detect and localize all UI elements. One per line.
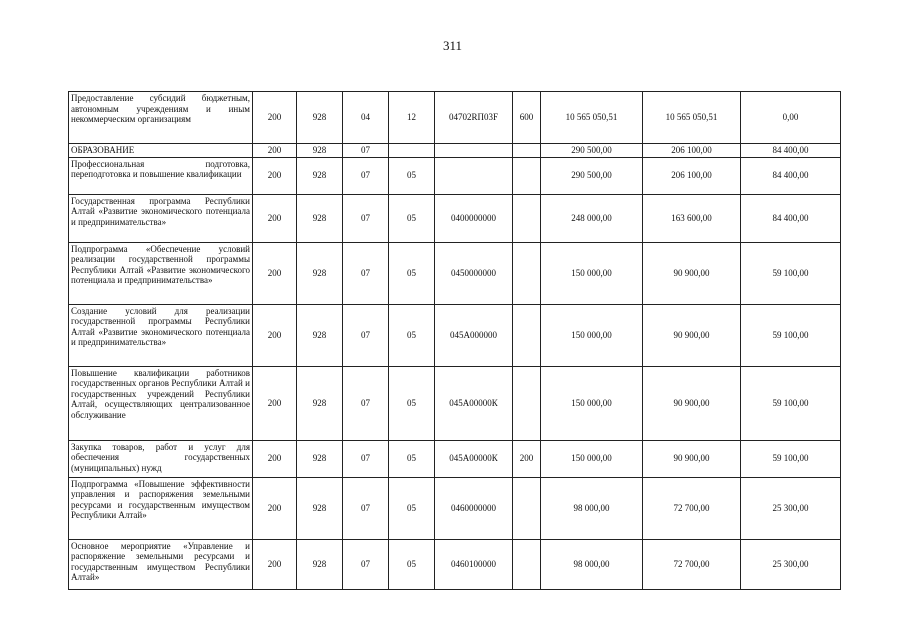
col-section: 07 <box>343 477 389 539</box>
col-target-article: 045А000000 <box>435 304 513 366</box>
col-target-article: 045А00000К <box>435 366 513 440</box>
table-row <box>69 194 841 242</box>
value-1: 290 500,00 <box>541 157 643 194</box>
col-code-1: 200 <box>253 92 297 144</box>
value-2: 206 100,00 <box>643 157 741 194</box>
col-target-article <box>435 157 513 194</box>
col-code-1: 200 <box>253 440 297 477</box>
col-code-2: 928 <box>297 440 343 477</box>
value-1: 248 000,00 <box>541 194 643 242</box>
col-code-2: 928 <box>297 157 343 194</box>
col-code-1: 200 <box>253 242 297 304</box>
value-3: 84 400,00 <box>741 144 841 158</box>
col-subsection: 05 <box>389 477 435 539</box>
value-1: 150 000,00 <box>541 304 643 366</box>
col-section: 07 <box>343 304 389 366</box>
col-section: 07 <box>343 144 389 158</box>
value-2: 163 600,00 <box>643 194 741 242</box>
col-code-1: 200 <box>253 366 297 440</box>
col-code-1: 200 <box>253 144 297 158</box>
col-target-article: 0460100000 <box>435 539 513 589</box>
col-section: 07 <box>343 440 389 477</box>
value-3: 25 300,00 <box>741 477 841 539</box>
col-code-1: 200 <box>253 194 297 242</box>
value-1: 98 000,00 <box>541 539 643 589</box>
table-row <box>69 440 841 477</box>
value-1: 150 000,00 <box>541 366 643 440</box>
col-expense-type <box>513 477 541 539</box>
page-number: 311 <box>442 38 463 53</box>
row-name: ОБРАЗОВАНИЕ <box>69 144 253 158</box>
col-section: 07 <box>343 157 389 194</box>
value-3: 25 300,00 <box>741 539 841 589</box>
value-2: 72 700,00 <box>643 539 741 589</box>
table-row <box>69 242 841 304</box>
row-name: Повышение квалификации работников государственных органов Республики Алтай и государственных учреждений Республики Алтай, осуществляющих централизованное обслуживание <box>69 366 253 440</box>
col-code-2: 928 <box>297 539 343 589</box>
value-3: 59 100,00 <box>741 242 841 304</box>
value-2: 90 900,00 <box>643 242 741 304</box>
value-1: 10 565 050,51 <box>541 92 643 144</box>
col-expense-type <box>513 194 541 242</box>
value-2: 90 900,00 <box>643 304 741 366</box>
row-name: Предоставление субсидий бюджетным, автономным учреждениям и иным некоммерческим организациям <box>69 92 253 144</box>
col-expense-type <box>513 242 541 304</box>
col-section: 07 <box>343 194 389 242</box>
col-target-article <box>435 144 513 158</box>
col-subsection: 05 <box>389 366 435 440</box>
table-row <box>69 92 841 144</box>
col-subsection: 05 <box>389 440 435 477</box>
table-row <box>69 304 841 366</box>
col-expense-type <box>513 539 541 589</box>
col-code-1: 200 <box>253 157 297 194</box>
col-expense-type: 200 <box>513 440 541 477</box>
col-section: 07 <box>343 242 389 304</box>
col-code-1: 200 <box>253 304 297 366</box>
col-code-2: 928 <box>297 366 343 440</box>
col-expense-type: 600 <box>513 92 541 144</box>
col-subsection: 05 <box>389 242 435 304</box>
value-1: 98 000,00 <box>541 477 643 539</box>
value-3: 84 400,00 <box>741 157 841 194</box>
value-2: 206 100,00 <box>643 144 741 158</box>
value-2: 10 565 050,51 <box>643 92 741 144</box>
row-name: Закупка товаров, работ и услуг для обеспечения государственных (муниципальных) нужд <box>69 440 253 477</box>
row-name: Подпрограмма «Повышение эффективности управления и распоряжения земельными ресурсами и государственным имуществом Республики Алтай» <box>69 477 253 539</box>
col-target-article: 04702RП03F <box>435 92 513 144</box>
col-subsection <box>389 144 435 158</box>
col-code-2: 928 <box>297 144 343 158</box>
row-name: Государственная программа Республики Алтай «Развитие экономического потенциала и предпринимательства» <box>69 194 253 242</box>
col-section: 04 <box>343 92 389 144</box>
col-code-2: 928 <box>297 477 343 539</box>
value-1: 150 000,00 <box>541 242 643 304</box>
col-subsection: 12 <box>389 92 435 144</box>
row-name: Основное мероприятие «Управление и распоряжение земельными ресурсами и государственным имуществом Республики Алтай» <box>69 539 253 589</box>
row-name: Создание условий для реализации государственной программы Республики Алтай «Развитие экономического потенциала и предпринимательства» <box>69 304 253 366</box>
col-target-article: 0450000000 <box>435 242 513 304</box>
col-subsection: 05 <box>389 304 435 366</box>
col-target-article: 045А00000К <box>435 440 513 477</box>
row-name: Профессиональная подготовка, переподготовка и повышение квалификации <box>69 157 253 194</box>
col-subsection: 05 <box>389 157 435 194</box>
value-2: 72 700,00 <box>643 477 741 539</box>
value-2: 90 900,00 <box>643 366 741 440</box>
table-row <box>69 144 841 158</box>
table-row <box>69 477 841 539</box>
col-code-1: 200 <box>253 477 297 539</box>
value-3: 0,00 <box>741 92 841 144</box>
table-row <box>69 157 841 194</box>
row-name: Подпрограмма «Обеспечение условий реализации государственной программы Республики Алтай «Развитие экономического потенциала и предпринимательства» <box>69 242 253 304</box>
col-expense-type <box>513 366 541 440</box>
col-code-2: 928 <box>297 242 343 304</box>
value-1: 150 000,00 <box>541 440 643 477</box>
col-section: 07 <box>343 366 389 440</box>
value-1: 290 500,00 <box>541 144 643 158</box>
col-subsection: 05 <box>389 194 435 242</box>
col-subsection: 05 <box>389 539 435 589</box>
col-code-2: 928 <box>297 194 343 242</box>
value-2: 90 900,00 <box>643 440 741 477</box>
value-3: 84 400,00 <box>741 194 841 242</box>
col-code-2: 928 <box>297 92 343 144</box>
col-expense-type <box>513 157 541 194</box>
value-3: 59 100,00 <box>741 440 841 477</box>
col-expense-type <box>513 304 541 366</box>
table-row <box>69 539 841 589</box>
value-3: 59 100,00 <box>741 304 841 366</box>
col-code-1: 200 <box>253 539 297 589</box>
col-expense-type <box>513 144 541 158</box>
col-section: 07 <box>343 539 389 589</box>
col-target-article: 0460000000 <box>435 477 513 539</box>
table-row <box>69 366 841 440</box>
value-3: 59 100,00 <box>741 366 841 440</box>
col-code-2: 928 <box>297 304 343 366</box>
budget-table <box>68 91 841 590</box>
col-target-article: 0400000000 <box>435 194 513 242</box>
